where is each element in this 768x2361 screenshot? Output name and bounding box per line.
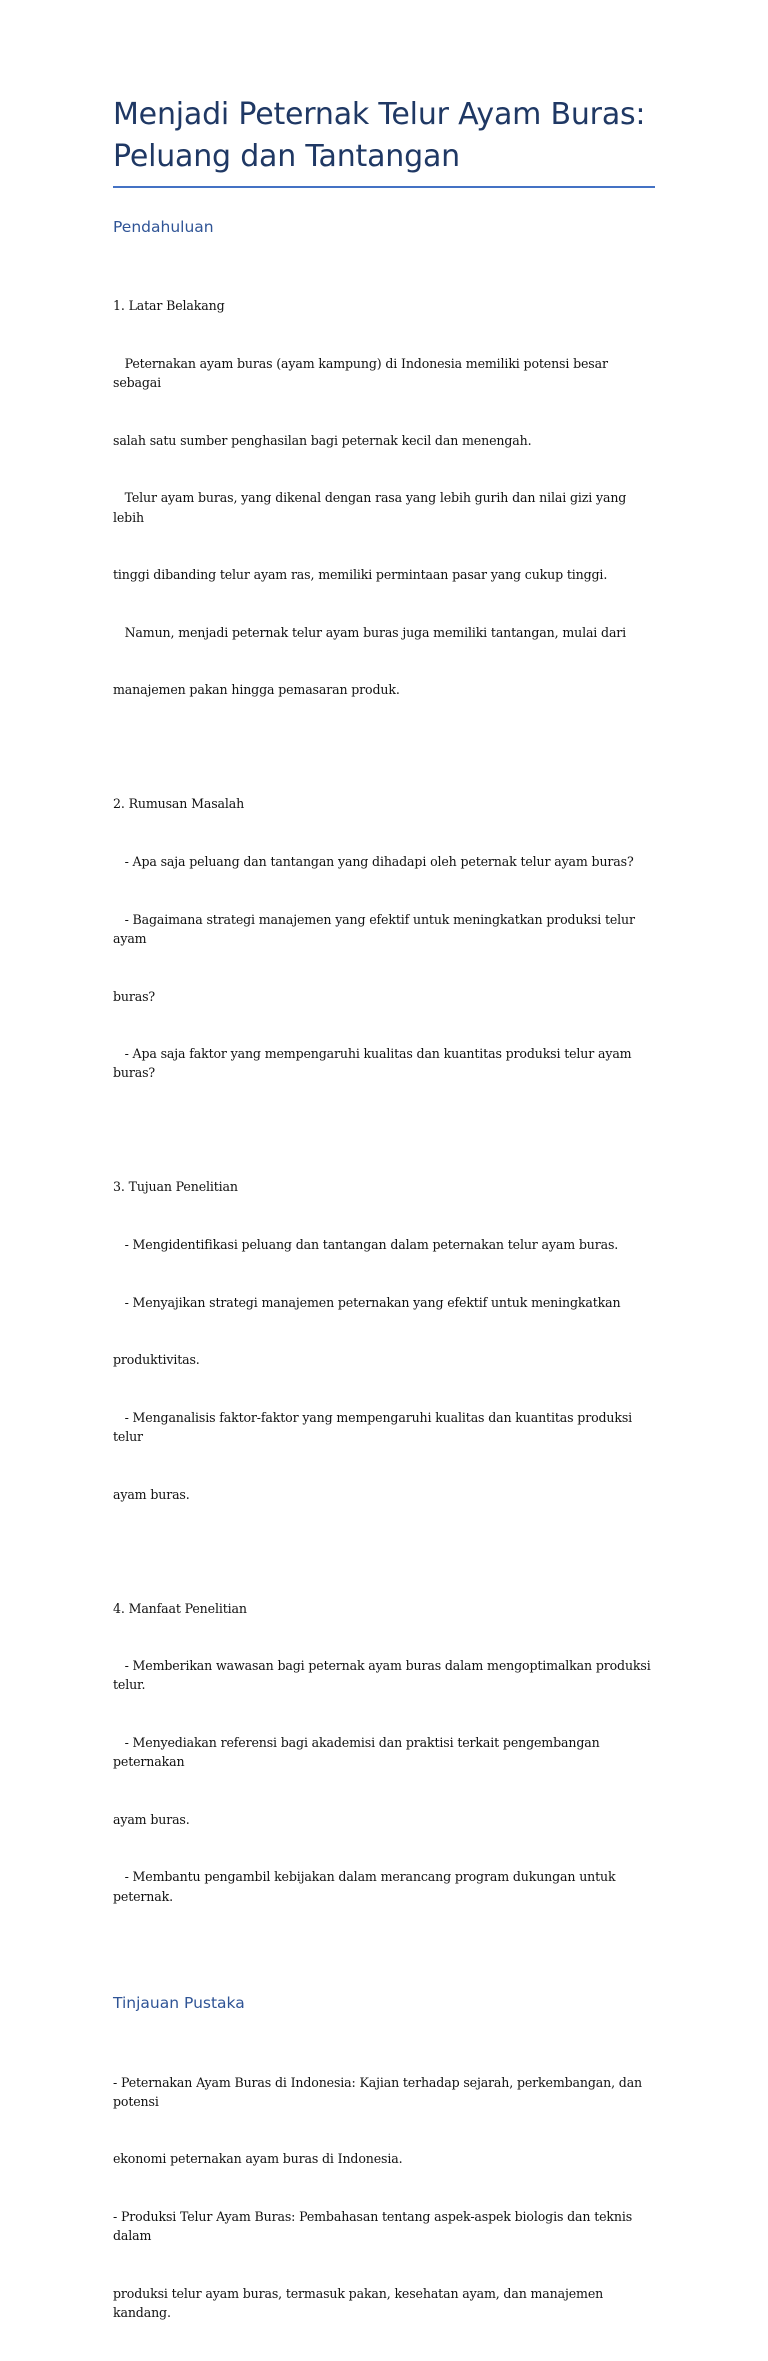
paragraph-line: salah satu sumber penghasilan bagi peternak kecil dan menengah.	[113, 432, 532, 448]
paragraph-line: manajemen pakan hingga pemasaran produk.	[113, 682, 400, 698]
list-item-continuation: buras?	[113, 988, 156, 1004]
list-item: - Apa saja peluang dan tantangan yang dihadapi oleh peternak telur ayam buras?	[113, 854, 634, 870]
tujuan-penelitian-label: 3. Tujuan Penelitian	[113, 1179, 238, 1195]
section-heading-tinjauan-pustaka: Tinjauan Pustaka	[113, 1994, 245, 2013]
latar-belakang-label: 1. Latar Belakang	[113, 298, 225, 314]
paragraph-line: Telur ayam buras, yang dikenal dengan rasa yang lebih gurih dan nilai gizi yang lebih	[113, 490, 631, 525]
list-item: - Mengidentifikasi peluang dan tantangan dalam peternakan telur ayam buras.	[113, 1236, 619, 1252]
list-item-continuation: produksi telur ayam buras, termasuk pakan, kesehatan ayam, dan manajemen kandang.	[113, 2285, 607, 2321]
manfaat-penelitian-block	[113, 1560, 658, 1944]
rumusan-masalah-block	[113, 756, 658, 1121]
tinjauan-pustaka-block	[113, 2034, 658, 2360]
paragraph-line: Namun, menjadi peternak telur ayam buras juga memiliki tantangan, mulai dari	[113, 624, 627, 640]
latar-belakang-block	[113, 258, 658, 738]
list-item: - Membantu pengambil kebijakan dalam merancang program dukungan untuk peternak.	[113, 1869, 620, 1904]
paragraph-line: tinggi dibanding telur ayam ras, memiliki permintaan pasar yang cukup tinggi.	[113, 567, 608, 583]
rumusan-masalah-label: 2. Rumusan Masalah	[113, 796, 245, 812]
paragraph-line: Peternakan ayam buras (ayam kampung) di Indonesia memiliki potensi besar sebagai	[113, 356, 612, 391]
list-item: - Menyediakan referensi bagi akademisi dan praktisi terkait pengembangan peternakan	[113, 1735, 604, 1770]
list-item-continuation: ayam buras.	[113, 1811, 190, 1827]
title-line-2: Peluang dan Tantangan	[113, 139, 460, 174]
manfaat-penelitian-label: 4. Manfaat Penelitian	[113, 1600, 247, 1616]
list-item: - Menganalisis faktor-faktor yang mempengaruhi kualitas dan kuantitas produksi telur	[113, 1409, 636, 1444]
list-item: - Peternakan Ayam Buras di Indonesia: Kajian terhadap sejarah, perkembangan, dan potensi	[113, 2074, 646, 2109]
document-title	[113, 94, 658, 178]
title-line-1: Menjadi Peternak Telur Ayam Buras:	[113, 97, 646, 132]
list-item: - Produksi Telur Ayam Buras: Pembahasan tentang aspek-aspek biologis dan teknis dalam	[113, 2209, 636, 2244]
list-item: - Menyajikan strategi manajemen peternakan yang efektif untuk meningkatkan	[113, 1294, 621, 1310]
title-underline	[113, 186, 655, 188]
list-item-continuation: ayam buras.	[113, 1486, 190, 1502]
list-item-continuation: produktivitas.	[113, 1352, 200, 1368]
section-heading-pendahuluan: Pendahuluan	[113, 218, 214, 236]
tujuan-penelitian-block	[113, 1139, 658, 1542]
document-page	[113, 94, 658, 2361]
list-item-continuation: ekonomi peternakan ayam buras di Indonesia.	[113, 2151, 403, 2167]
list-item: - Memberikan wawasan bagi peternak ayam buras dalam mengoptimalkan produksi telur.	[113, 1658, 655, 1693]
list-item: - Apa saja faktor yang mempengaruhi kualitas dan kuantitas produksi telur ayam buras?	[113, 1046, 636, 1081]
list-item: - Bagaimana strategi manajemen yang efektif untuk meningkatkan produksi telur ayam	[113, 911, 639, 946]
